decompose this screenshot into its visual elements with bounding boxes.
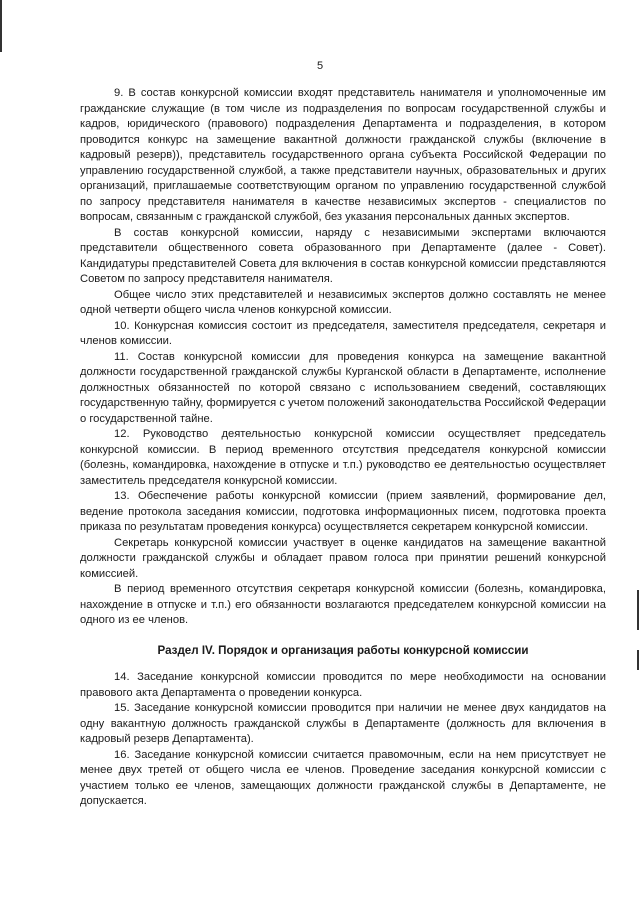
section-heading: Раздел IV. Порядок и организация работы конкурсной комиссии — [157, 643, 529, 657]
paragraph-9: 9. В состав конкурсной комиссии входят представитель нанимателя и уполномоченные им гражданские служащие (в том числе из подразделения по вопросам государственной службы и кадров, юридического (правового) подразделения Департамента и подразделения, в котором проводится конкурс на замещение вакантной должности гражданской службы (включение в кадровый резерв)), представитель государственного органа субъекта Российской Федерации по управлению государственной службой, а также представители научных, образовательных и других организаций, приглашаемые соответствующим органом по управлению государственной службой по запросу представителя нанимателя в качестве независимых экспертов - специалистов по вопросам, связанным с гражданской службой, без указания персональных данных экспертов. — [80, 87, 606, 223]
paragraph-13: 13. Обеспечение работы конкурсной комиссии (прием заявлений, формирование дел, ведение протокола заседания комиссии, подготовка информационных писем, подготовка проекта приказа по результатам проведения конкурса) осуществляется секретарем конкурсной комиссии. — [80, 490, 606, 533]
right-edge-mark — [637, 590, 639, 630]
right-edge-mark-lower — [637, 650, 639, 670]
paragraph-12: 12. Руководство деятельностью конкурсной комиссии осуществляет председатель конкурсной комиссии. В период временного отсутствия председателя конкурсной комиссии (болезнь, командировка, нахождение в отпуске и т.п.) руководство ее деятельностью осуществляет заместитель председателя конкурсной комиссии. — [80, 428, 606, 487]
document-body — [80, 86, 606, 810]
page-number: 5 — [316, 60, 324, 72]
paragraph-14: 14. Заседание конкурсной комиссии проводится по мере необходимости на основании правового акта Департамента о проведении конкурса. — [80, 671, 606, 699]
paragraph-16: 16. Заседание конкурсной комиссии считается правомочным, если на нем присутствует не менее двух третей от общего числа ее членов. Проведение заседания конкурсной комиссии с участием только ее членов, замещающих должности гражданской службы в Департаменте, не допускается. — [80, 748, 606, 807]
paragraph-10: 10. Конкурсная комиссия состоит из председателя, заместителя председателя, секретаря и членов комиссии. — [80, 319, 606, 347]
paragraph-9-quota: Общее число этих представителей и независимых экспертов должно составлять не менее одной четверти общего числа членов конкурсной комиссии. — [80, 288, 606, 316]
paragraph-13-absence: В период временного отсутствия секретаря конкурсной комиссии (болезнь, командировка, нахождение в отпуске и т.п.) его обязанности возлагаются председателем конкурсной комиссии на одного из ее членов. — [80, 583, 606, 626]
paragraph-13-secretary: Секретарь конкурсной комиссии участвует в оценке кандидатов на замещение вакантной должности гражданской службы и обладает правом голоса при принятии решений конкурсной комиссией. — [80, 536, 606, 580]
left-edge-mark — [0, 0, 2, 52]
paragraph-15: 15. Заседание конкурсной комиссии проводится при наличии не менее двух кандидатов на одну вакантную должность гражданской службы в Департаменте (должность для включения в кадровый резерв Департамента). — [80, 702, 606, 745]
paragraph-9-composition: В состав конкурсной комиссии, наряду с независимыми экспертами включаются представители общественного совета образованного при Департаменте (далее - Совет). Кандидатуры представителей Совета для включения в состав конкурсной комиссии представляются Советом по запросу представителя нанимателя. — [80, 226, 606, 285]
paragraph-11: 11. Состав конкурсной комиссии для проведения конкурса на замещение вакантной должности государственной гражданской службы Курганской области в Департаменте, исполнение должностных обязанностей по которой связано с использованием сведений, составляющих государственную тайну, формируется с учетом положений законодательства Российской Федерации о государственной тайне. — [80, 350, 606, 425]
